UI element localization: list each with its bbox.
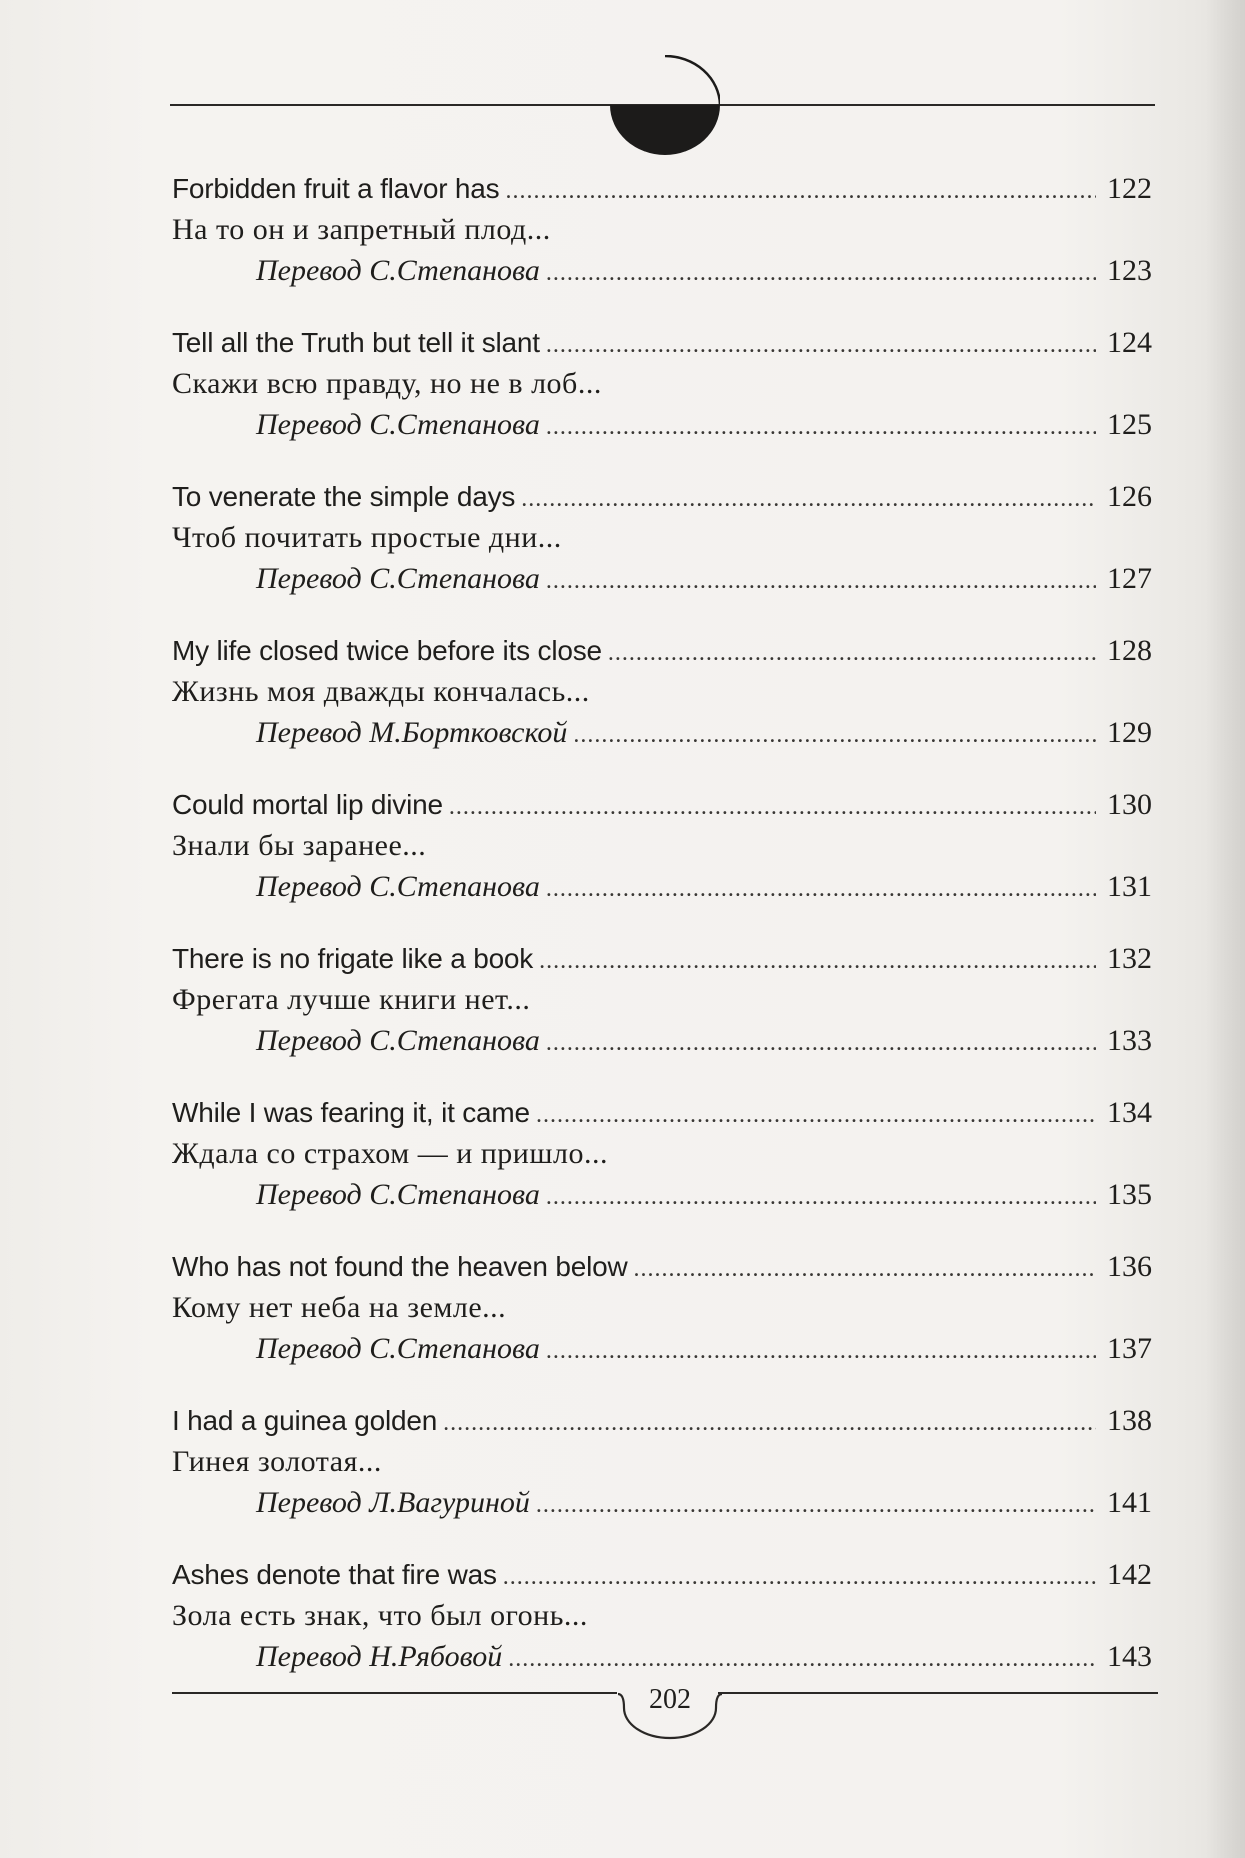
page-ref: 125 [1107,408,1152,441]
poem-title-translation: Ждала со страхом — и пришло... [172,1137,608,1170]
poem-title-translation: Чтоб почитать простые дни... [172,521,562,554]
toc-line-original[interactable] [172,1246,1152,1287]
dot-leader [546,407,1096,448]
page-ref: 124 [1107,326,1152,359]
toc-line-original[interactable] [172,784,1152,825]
poem-title-original: Forbidden fruit a flavor has [172,173,500,204]
toc-line-translation [172,1287,1152,1328]
dot-leader [546,869,1096,910]
page-ref: 132 [1107,942,1152,975]
toc-line-translation [172,517,1152,558]
page-ref: 128 [1107,634,1152,667]
poem-title-translation: Скажи всю правду, но не в лоб... [172,367,602,400]
page-ref: 141 [1107,1486,1152,1519]
toc-line-translation [172,209,1152,250]
toc-entry [172,1246,1152,1369]
toc-line-translator[interactable] [172,404,1152,445]
toc-entry [172,476,1152,599]
page-ref: 142 [1107,1558,1152,1591]
toc-entry [172,784,1152,907]
dot-leader [536,1095,1096,1136]
translator-credit: Перевод С.Степанова [256,254,540,287]
poem-title-translation: Зола есть знак, что был огонь... [172,1599,588,1632]
page-ref: 127 [1107,562,1152,595]
toc-line-translator[interactable] [172,1174,1152,1215]
dot-leader [546,561,1096,602]
toc-entry [172,1554,1152,1677]
toc-line-translator[interactable] [172,1020,1152,1061]
toc-entry [172,322,1152,445]
toc-line-translation [172,979,1152,1020]
toc-line-translation [172,1441,1152,1482]
footer-rule-right [718,1692,1158,1694]
dot-leader [539,941,1096,982]
page-ref: 123 [1107,254,1152,287]
translator-credit: Перевод С.Степанова [256,1024,540,1057]
page-ref: 133 [1107,1024,1152,1057]
table-of-contents [172,168,1152,1708]
dot-leader [608,633,1096,674]
page-ref: 138 [1107,1404,1152,1437]
poem-title-original: There is no frigate like a book [172,943,534,974]
toc-entry [172,168,1152,291]
page-ref: 143 [1107,1640,1152,1673]
poem-title-translation: Фрегата лучше книги нет... [172,983,531,1016]
toc-entry [172,1400,1152,1523]
toc-line-translator[interactable] [172,1328,1152,1369]
page-ref: 136 [1107,1250,1152,1283]
page-ref: 137 [1107,1332,1152,1365]
poem-title-translation: Гинея золотая... [172,1445,382,1478]
toc-line-original[interactable] [172,476,1152,517]
dot-leader [503,1557,1096,1598]
page-ref: 135 [1107,1178,1152,1211]
translator-credit: Перевод С.Степанова [256,870,540,903]
translator-credit: Перевод Н.Рябовой [256,1640,503,1673]
poem-title-translation: Кому нет неба на земле... [172,1291,507,1324]
toc-line-translator[interactable] [172,1482,1152,1523]
translator-credit: Перевод Л.Вагуриной [256,1486,530,1519]
translator-credit: Перевод С.Степанова [256,562,540,595]
page-edge-shadow [1205,0,1245,1858]
translator-credit: Перевод С.Степанова [256,1178,540,1211]
poem-title-original: Ashes denote that fire was [172,1559,497,1590]
toc-line-original[interactable] [172,1092,1152,1133]
poem-title-translation: Знали бы заранее... [172,829,427,862]
dot-leader [536,1485,1096,1526]
toc-line-translator[interactable] [172,866,1152,907]
dot-leader [508,1639,1096,1680]
page-ref: 130 [1107,788,1152,821]
poem-title-original: Tell all the Truth but tell it slant [172,327,540,358]
footer-rule-left [172,1692,617,1694]
poem-title-translation: Жизнь моя дважды кончалась... [172,675,590,708]
toc-entry [172,630,1152,753]
toc-line-original[interactable] [172,1400,1152,1441]
dot-leader [546,325,1096,366]
toc-line-translator[interactable] [172,558,1152,599]
poem-title-original: To venerate the simple days [172,481,516,512]
toc-line-original[interactable] [172,630,1152,671]
dot-leader [449,787,1096,828]
toc-entry [172,938,1152,1061]
poem-title-original: While I was fearing it, it came [172,1097,530,1128]
toc-line-original[interactable] [172,168,1152,209]
dot-leader [546,1023,1096,1064]
poem-title-original: Could mortal lip divine [172,789,443,820]
page-ref: 126 [1107,480,1152,513]
toc-line-translation [172,363,1152,404]
translator-credit: Перевод М.Бортковской [256,716,568,749]
toc-line-translation [172,671,1152,712]
page-number: 202 [649,1684,691,1715]
page-ref: 131 [1107,870,1152,903]
poem-title-original: My life closed twice before its close [172,635,602,666]
toc-line-original[interactable] [172,1554,1152,1595]
dot-leader [443,1403,1096,1444]
translator-credit: Перевод С.Степанова [256,408,540,441]
poem-title-original: I had a guinea golden [172,1405,438,1436]
dot-leader [546,1177,1096,1218]
poem-title-original: Who has not found the heaven below [172,1251,628,1282]
page-ref: 129 [1107,716,1152,749]
toc-entry [172,1092,1152,1215]
page-ref: 134 [1107,1096,1152,1129]
toc-line-translator[interactable] [172,250,1152,291]
toc-line-original[interactable] [172,938,1152,979]
dot-leader [546,253,1096,294]
toc-line-translation [172,1595,1152,1636]
toc-line-original[interactable] [172,322,1152,363]
toc-line-translation [172,825,1152,866]
dot-leader [505,171,1096,212]
dot-leader [573,715,1096,756]
dot-leader [521,479,1096,520]
dot-leader [634,1249,1096,1290]
poem-title-translation: На то он и запретный плод... [172,213,551,246]
translator-credit: Перевод С.Степанова [256,1332,540,1365]
dot-leader [546,1331,1096,1372]
header-half-circle-ornament [610,55,720,165]
toc-line-translation [172,1133,1152,1174]
toc-line-translator[interactable] [172,712,1152,753]
page-ref: 122 [1107,172,1152,205]
